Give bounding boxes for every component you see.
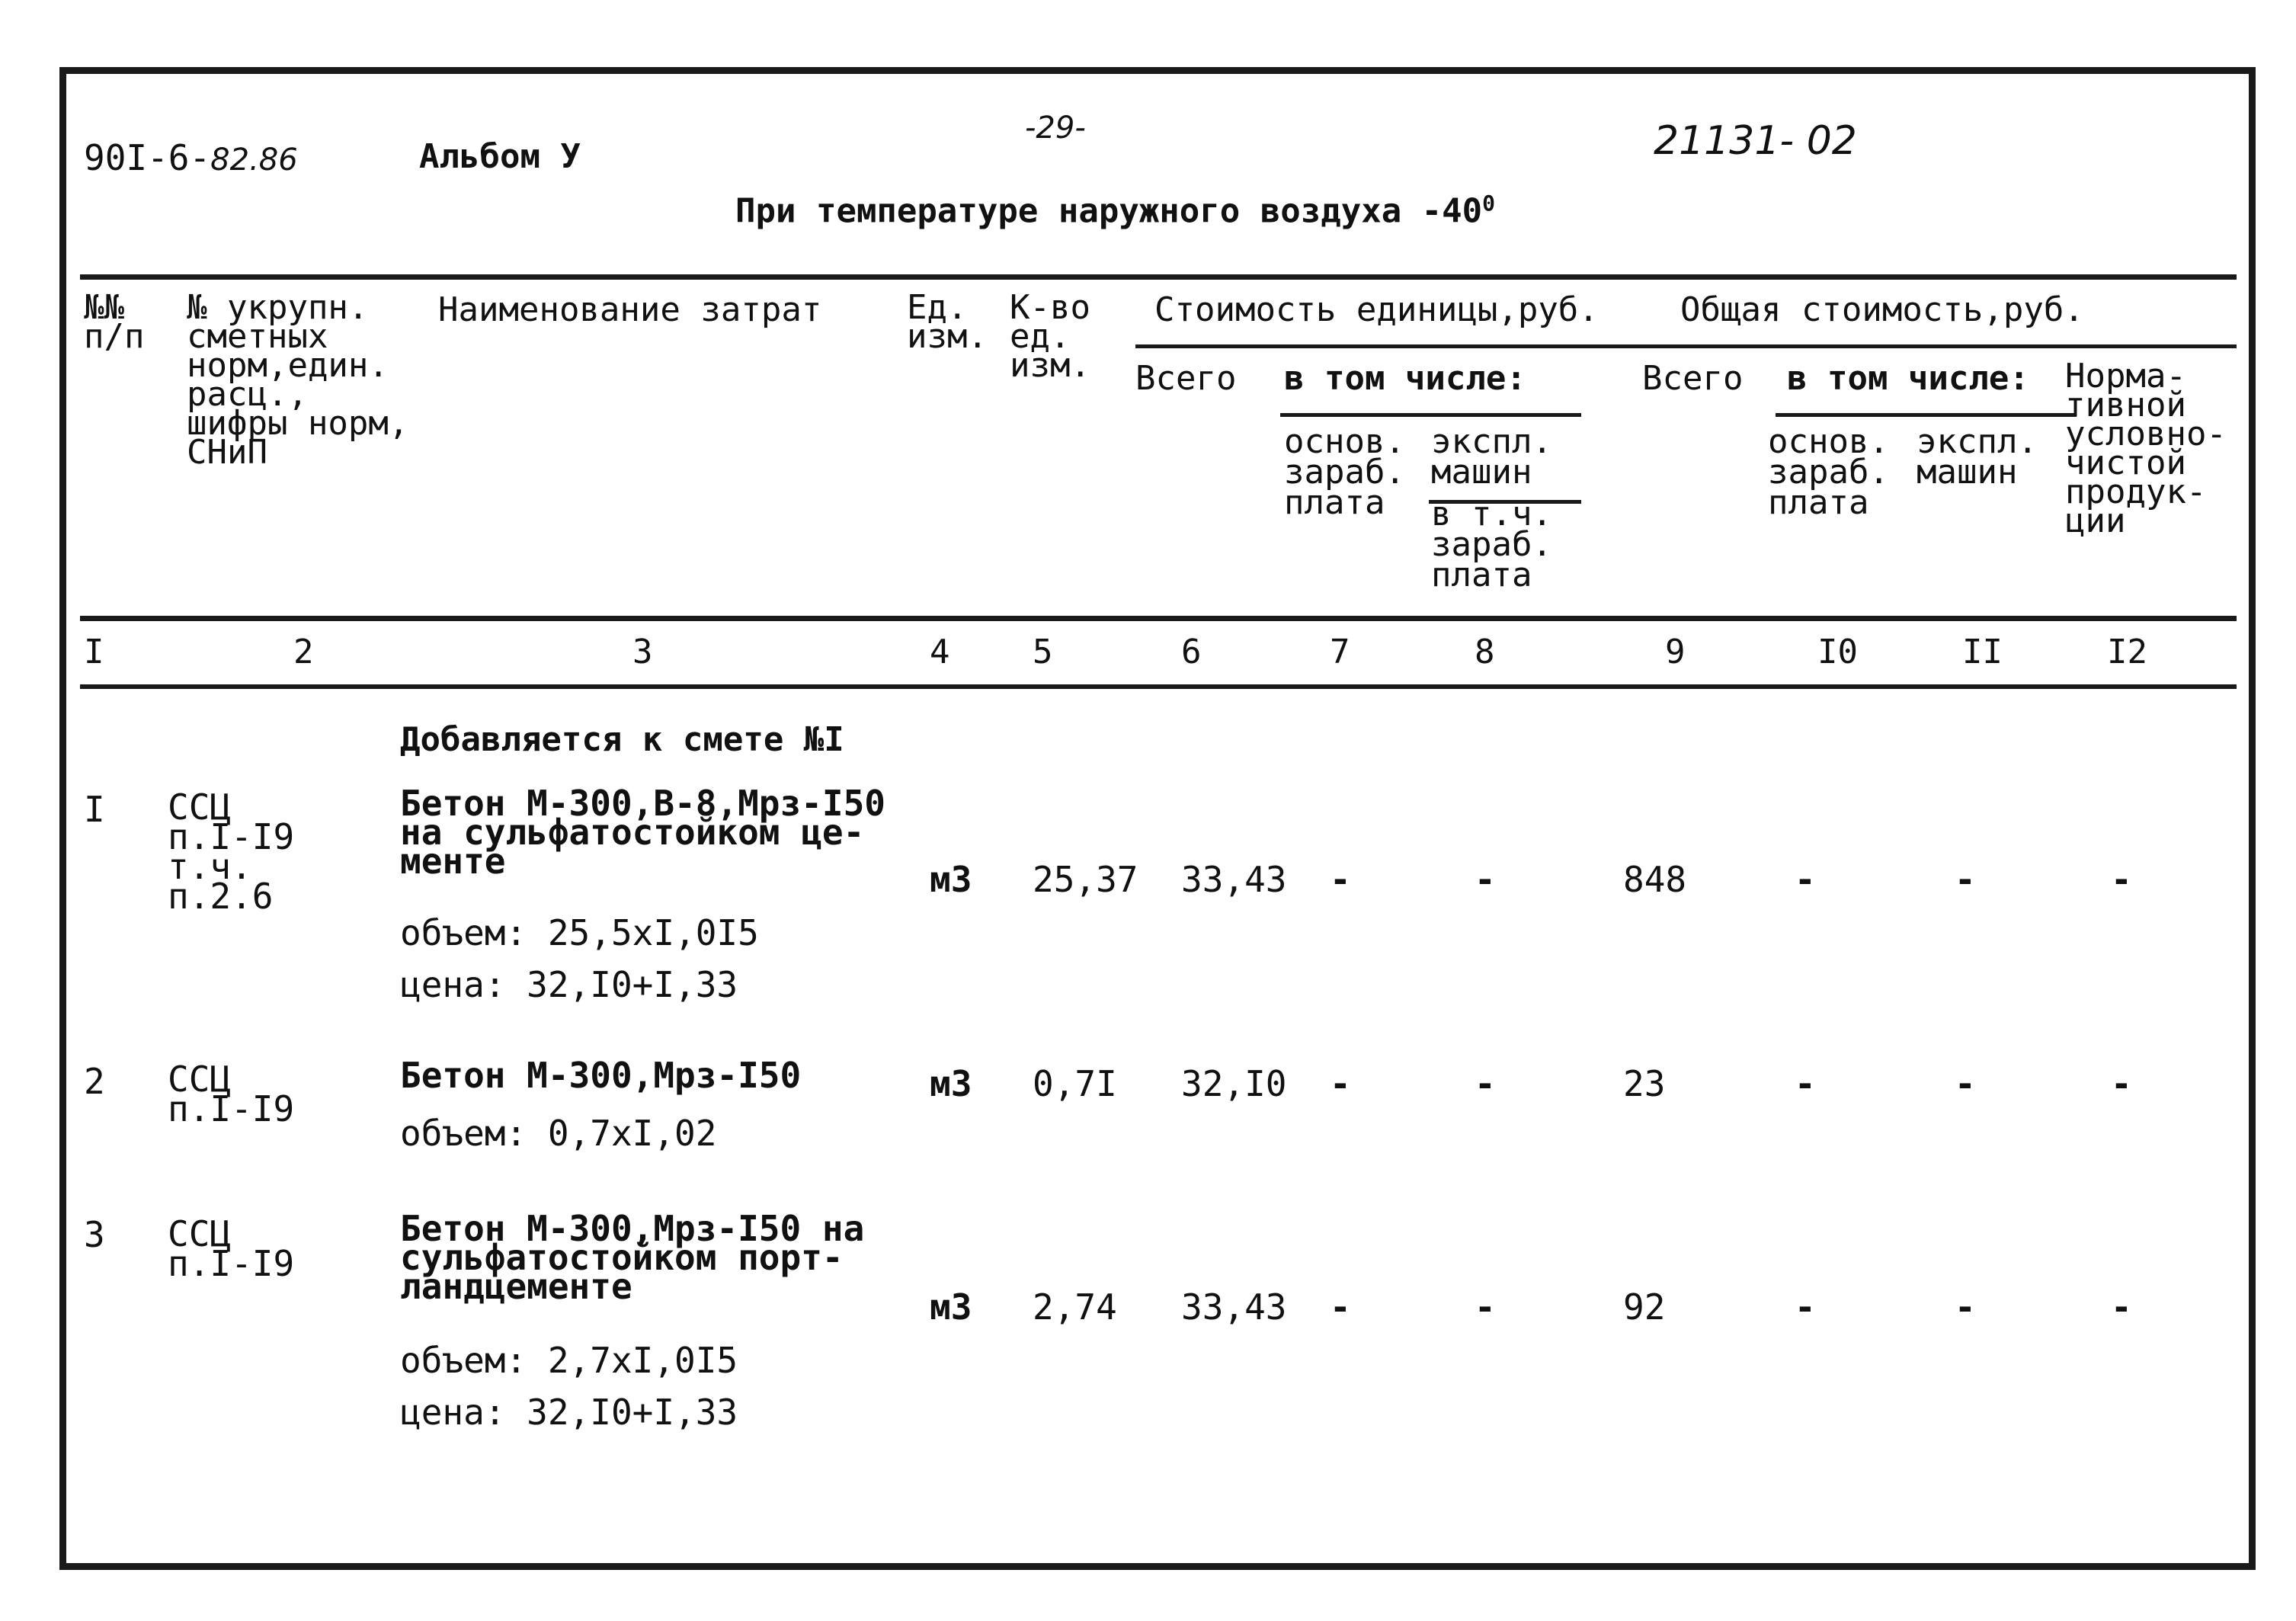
col-header-qty: К-во ед. изм. <box>1010 288 1090 385</box>
album-label: Альбом У <box>419 137 581 176</box>
cost-group-rule <box>1135 344 2237 348</box>
col-header-unit-total: Всего <box>1135 359 1237 398</box>
total-subgroup-rule <box>1776 413 2077 417</box>
col-header-total-including: в том числе: <box>1787 359 2029 398</box>
col-header-unit-machine-b: машин <box>1431 453 1532 492</box>
col-header-normative: Норма- тивной условно- чистой продук- ции <box>2065 357 2227 540</box>
row-notes: объем: 0,7хI,02 <box>400 1113 717 1154</box>
row-total-machine: - <box>1955 1286 1976 1328</box>
row-unit-total: 33,43 <box>1181 1286 1287 1328</box>
header-bottom-rule <box>80 616 2237 621</box>
row-notes: объем: 25,5хI,0I5 цена: 32,I0+I,33 <box>400 912 759 1005</box>
doc-code-handwritten: 82.86 <box>210 143 298 178</box>
row-code: ССЦ п.I-I9 т.ч. п.2.6 <box>168 786 295 917</box>
row-total: 848 <box>1623 859 1687 900</box>
col-number: I0 <box>1817 633 1858 671</box>
col-header-unit-machine-wage: в т.ч. зараб. плата <box>1431 495 1552 594</box>
row-unit-machine: - <box>1475 859 1496 900</box>
row-total-wage: - <box>1795 859 1816 900</box>
row-qty: 2,74 <box>1033 1286 1117 1328</box>
col-header-code: № укрупн. сметных норм,един. расц., шифры норм, СНиП <box>187 288 409 472</box>
col-header-total-machine: экспл. машин <box>1917 422 2038 492</box>
col-header-unit-machine-a: экспл. <box>1431 422 1552 461</box>
col-number: 6 <box>1181 633 1202 671</box>
col-header-total: Всего <box>1642 359 1744 398</box>
col-header-num: №№ п/п <box>84 288 145 356</box>
col-number: 2 <box>293 633 314 671</box>
row-unit-wage: - <box>1330 1286 1351 1328</box>
row-total-wage: - <box>1795 1063 1816 1104</box>
col-number: II <box>1962 633 2003 671</box>
row-unit-machine: - <box>1475 1286 1496 1328</box>
row-normative: - <box>2111 859 2132 900</box>
col-number: I2 <box>2107 633 2147 671</box>
row-total: 23 <box>1623 1063 1666 1104</box>
row-code: ССЦ п.I-I9 <box>168 1059 295 1129</box>
row-qty: 25,37 <box>1033 859 1138 900</box>
page-number: -29- <box>1025 111 1086 146</box>
row-unit: м3 <box>930 1063 972 1104</box>
col-number: 9 <box>1665 633 1686 671</box>
row-normative: - <box>2111 1063 2132 1104</box>
row-unit: м3 <box>930 859 972 900</box>
col-header-total-wage: основ. зараб. плата <box>1768 422 1889 522</box>
col-number: 4 <box>930 633 950 671</box>
col-header-unit-including: в том числе: <box>1284 359 1526 398</box>
row-name: Бетон М-300,Мрз-I50 на сульфатостойком порт- ландцементе <box>400 1208 865 1307</box>
col-header-unit-cost: Стоимость единицы,руб. <box>1154 290 1599 329</box>
col-number: I <box>84 633 104 671</box>
row-name: Бетон М-300,Мрз-I50 <box>400 1055 802 1096</box>
sheet-code: 21131- 02 <box>1654 118 1857 164</box>
col-header-unit-wage: основ. зараб. плата <box>1284 422 1405 522</box>
row-unit-wage: - <box>1330 1063 1351 1104</box>
section-title: Добавляется к смете №I <box>400 720 844 759</box>
row-total-machine: - <box>1955 1063 1976 1104</box>
col-number: 5 <box>1033 633 1053 671</box>
row-unit-total: 33,43 <box>1181 859 1287 900</box>
col-number: 7 <box>1330 633 1350 671</box>
col-header-total-cost: Общая стоимость,руб. <box>1680 290 2084 329</box>
row-notes: объем: 2,7хI,0I5 цена: 32,I0+I,33 <box>400 1340 738 1433</box>
row-code: ССЦ п.I-I9 <box>168 1213 295 1284</box>
col-header-unit: Ед. изм. <box>907 288 988 356</box>
row-normative: - <box>2111 1286 2132 1328</box>
page-title-text: При температуре наружного воздуха -40 <box>735 191 1483 231</box>
row-unit-total: 32,I0 <box>1181 1063 1287 1104</box>
row-number: 2 <box>84 1061 105 1102</box>
doc-code <box>84 137 298 178</box>
row-total-machine: - <box>1955 859 1976 900</box>
col-number: 3 <box>632 633 653 671</box>
row-unit: м3 <box>930 1286 972 1328</box>
page-title-degree: 0 <box>1482 191 1495 216</box>
table-top-rule <box>80 274 2237 280</box>
col-header-name: Наименование затрат <box>438 290 822 329</box>
page-title <box>735 191 1495 231</box>
row-number: 3 <box>84 1214 105 1255</box>
doc-code-prefix: 90I-6- <box>84 137 211 178</box>
row-name: Бетон М-300,В-8,Мрз-I50 на сульфатостойком це- менте <box>400 783 885 882</box>
row-total-wage: - <box>1795 1286 1816 1328</box>
row-unit-machine: - <box>1475 1063 1496 1104</box>
row-unit-wage: - <box>1330 859 1351 900</box>
row-total: 92 <box>1623 1286 1666 1328</box>
unit-subgroup-rule <box>1280 413 1581 417</box>
numbers-bottom-rule <box>80 684 2237 689</box>
row-number: I <box>84 789 105 830</box>
col-number: 8 <box>1475 633 1495 671</box>
row-qty: 0,7I <box>1033 1063 1117 1104</box>
